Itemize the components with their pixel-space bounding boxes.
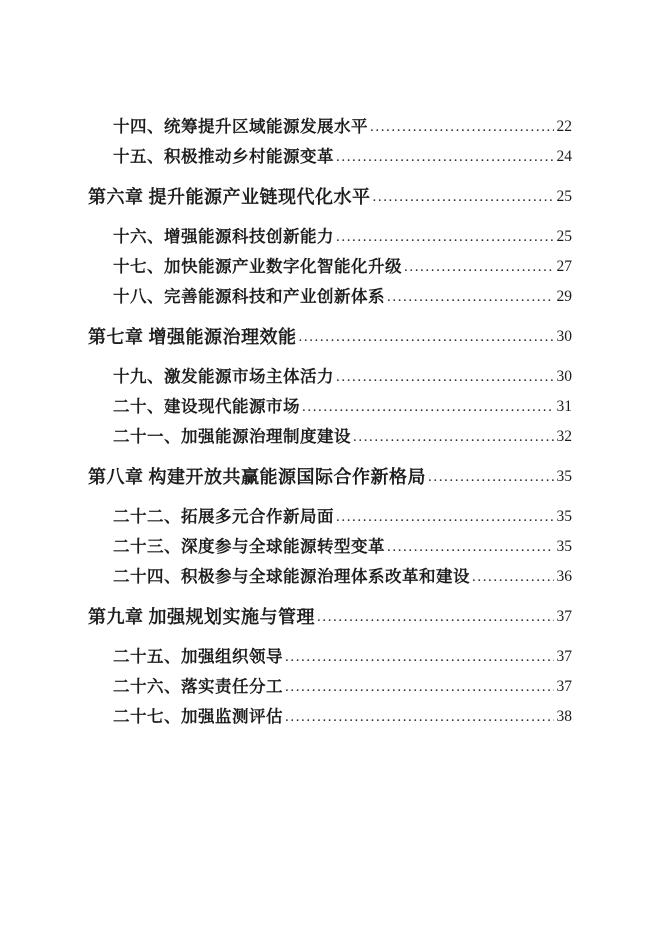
toc-entry-chapter-2[interactable] [88,182,572,212]
toc-entry-section-3[interactable] [88,222,572,252]
dot-leader [404,252,554,282]
dot-leader [428,462,554,492]
toc-entry-section-11[interactable] [88,502,572,532]
toc-entry-label: 第八章 构建开放共赢能源国际合作新格局 [88,467,426,487]
toc-entry-section-1[interactable] [88,142,572,172]
dot-leader [285,672,554,702]
toc-entry-label: 二十五、加强组织领导 [113,648,283,666]
dot-leader [285,642,554,672]
toc-entry-label: 十四、统筹提升区域能源发展水平 [113,118,368,136]
dot-leader [336,362,554,392]
dot-leader [336,142,554,172]
toc-entry-label: 二十一、加强能源治理制度建设 [113,428,351,446]
toc-entry-chapter-14[interactable] [88,602,572,632]
toc-entry-section-17[interactable] [88,702,572,732]
toc-entry-label: 第七章 增强能源治理效能 [88,327,297,347]
dot-leader [373,182,554,212]
toc-page-number: 30 [556,368,572,385]
toc-page-number: 35 [556,538,572,555]
dot-leader [302,392,554,422]
toc-entry-section-4[interactable] [88,252,572,282]
toc-entry-section-7[interactable] [88,362,572,392]
toc-entry-section-15[interactable] [88,642,572,672]
toc-entry-label: 十七、加快能源产业数字化智能化升级 [113,258,402,276]
toc-entry-chapter-10[interactable] [88,462,572,492]
toc-entry-label: 第九章 加强规划实施与管理 [88,607,315,627]
toc-entry-label: 十八、完善能源科技和产业创新体系 [113,288,385,306]
dot-leader [317,602,554,632]
dot-leader [387,532,554,562]
toc-entry-section-0[interactable] [88,112,572,142]
toc-page-number: 37 [556,648,572,665]
toc-entry-section-8[interactable] [88,392,572,422]
dot-leader [370,112,554,142]
dot-leader [387,282,554,312]
toc-entry-label: 十五、积极推动乡村能源变革 [113,148,334,166]
toc-entry-section-5[interactable] [88,282,572,312]
toc-page-number: 30 [556,328,572,345]
toc-entry-label: 二十、建设现代能源市场 [113,398,300,416]
toc-page-number: 25 [556,228,572,245]
toc-entry-label: 第六章 提升能源产业链现代化水平 [88,187,371,207]
dot-leader [353,422,554,452]
toc-page-number: 24 [556,148,572,165]
toc-page-number: 29 [556,288,572,305]
toc-entry-section-16[interactable] [88,672,572,702]
toc-entry-label: 二十二、拓展多元合作新局面 [113,508,334,526]
toc-page-number: 31 [556,398,572,415]
toc-entry-label: 十九、激发能源市场主体活力 [113,368,334,386]
toc-entry-section-13[interactable] [88,562,572,592]
table-of-contents [88,112,572,732]
toc-entry-chapter-6[interactable] [88,322,572,352]
toc-page-number: 32 [556,428,572,445]
dot-leader [472,562,554,592]
toc-entry-label: 十六、增强能源科技创新能力 [113,228,334,246]
dot-leader [285,702,554,732]
toc-page-number: 38 [556,708,572,725]
toc-entry-label: 二十六、落实责任分工 [113,678,283,696]
toc-page-number: 35 [556,508,572,525]
toc-page-number: 22 [556,118,572,135]
toc-page-number: 35 [556,468,572,485]
toc-entry-section-9[interactable] [88,422,572,452]
toc-page-number: 25 [556,188,572,205]
toc-entry-section-12[interactable] [88,532,572,562]
toc-page-number: 36 [556,568,572,585]
dot-leader [336,222,554,252]
toc-entry-label: 二十三、深度参与全球能源转型变革 [113,538,385,556]
toc-entry-label: 二十七、加强监测评估 [113,708,283,726]
toc-entry-label: 二十四、积极参与全球能源治理体系改革和建设 [113,568,470,586]
dot-leader [299,322,554,352]
toc-page-number: 27 [556,258,572,275]
toc-page-number: 37 [556,678,572,695]
dot-leader [336,502,554,532]
toc-page-number: 37 [556,608,572,625]
